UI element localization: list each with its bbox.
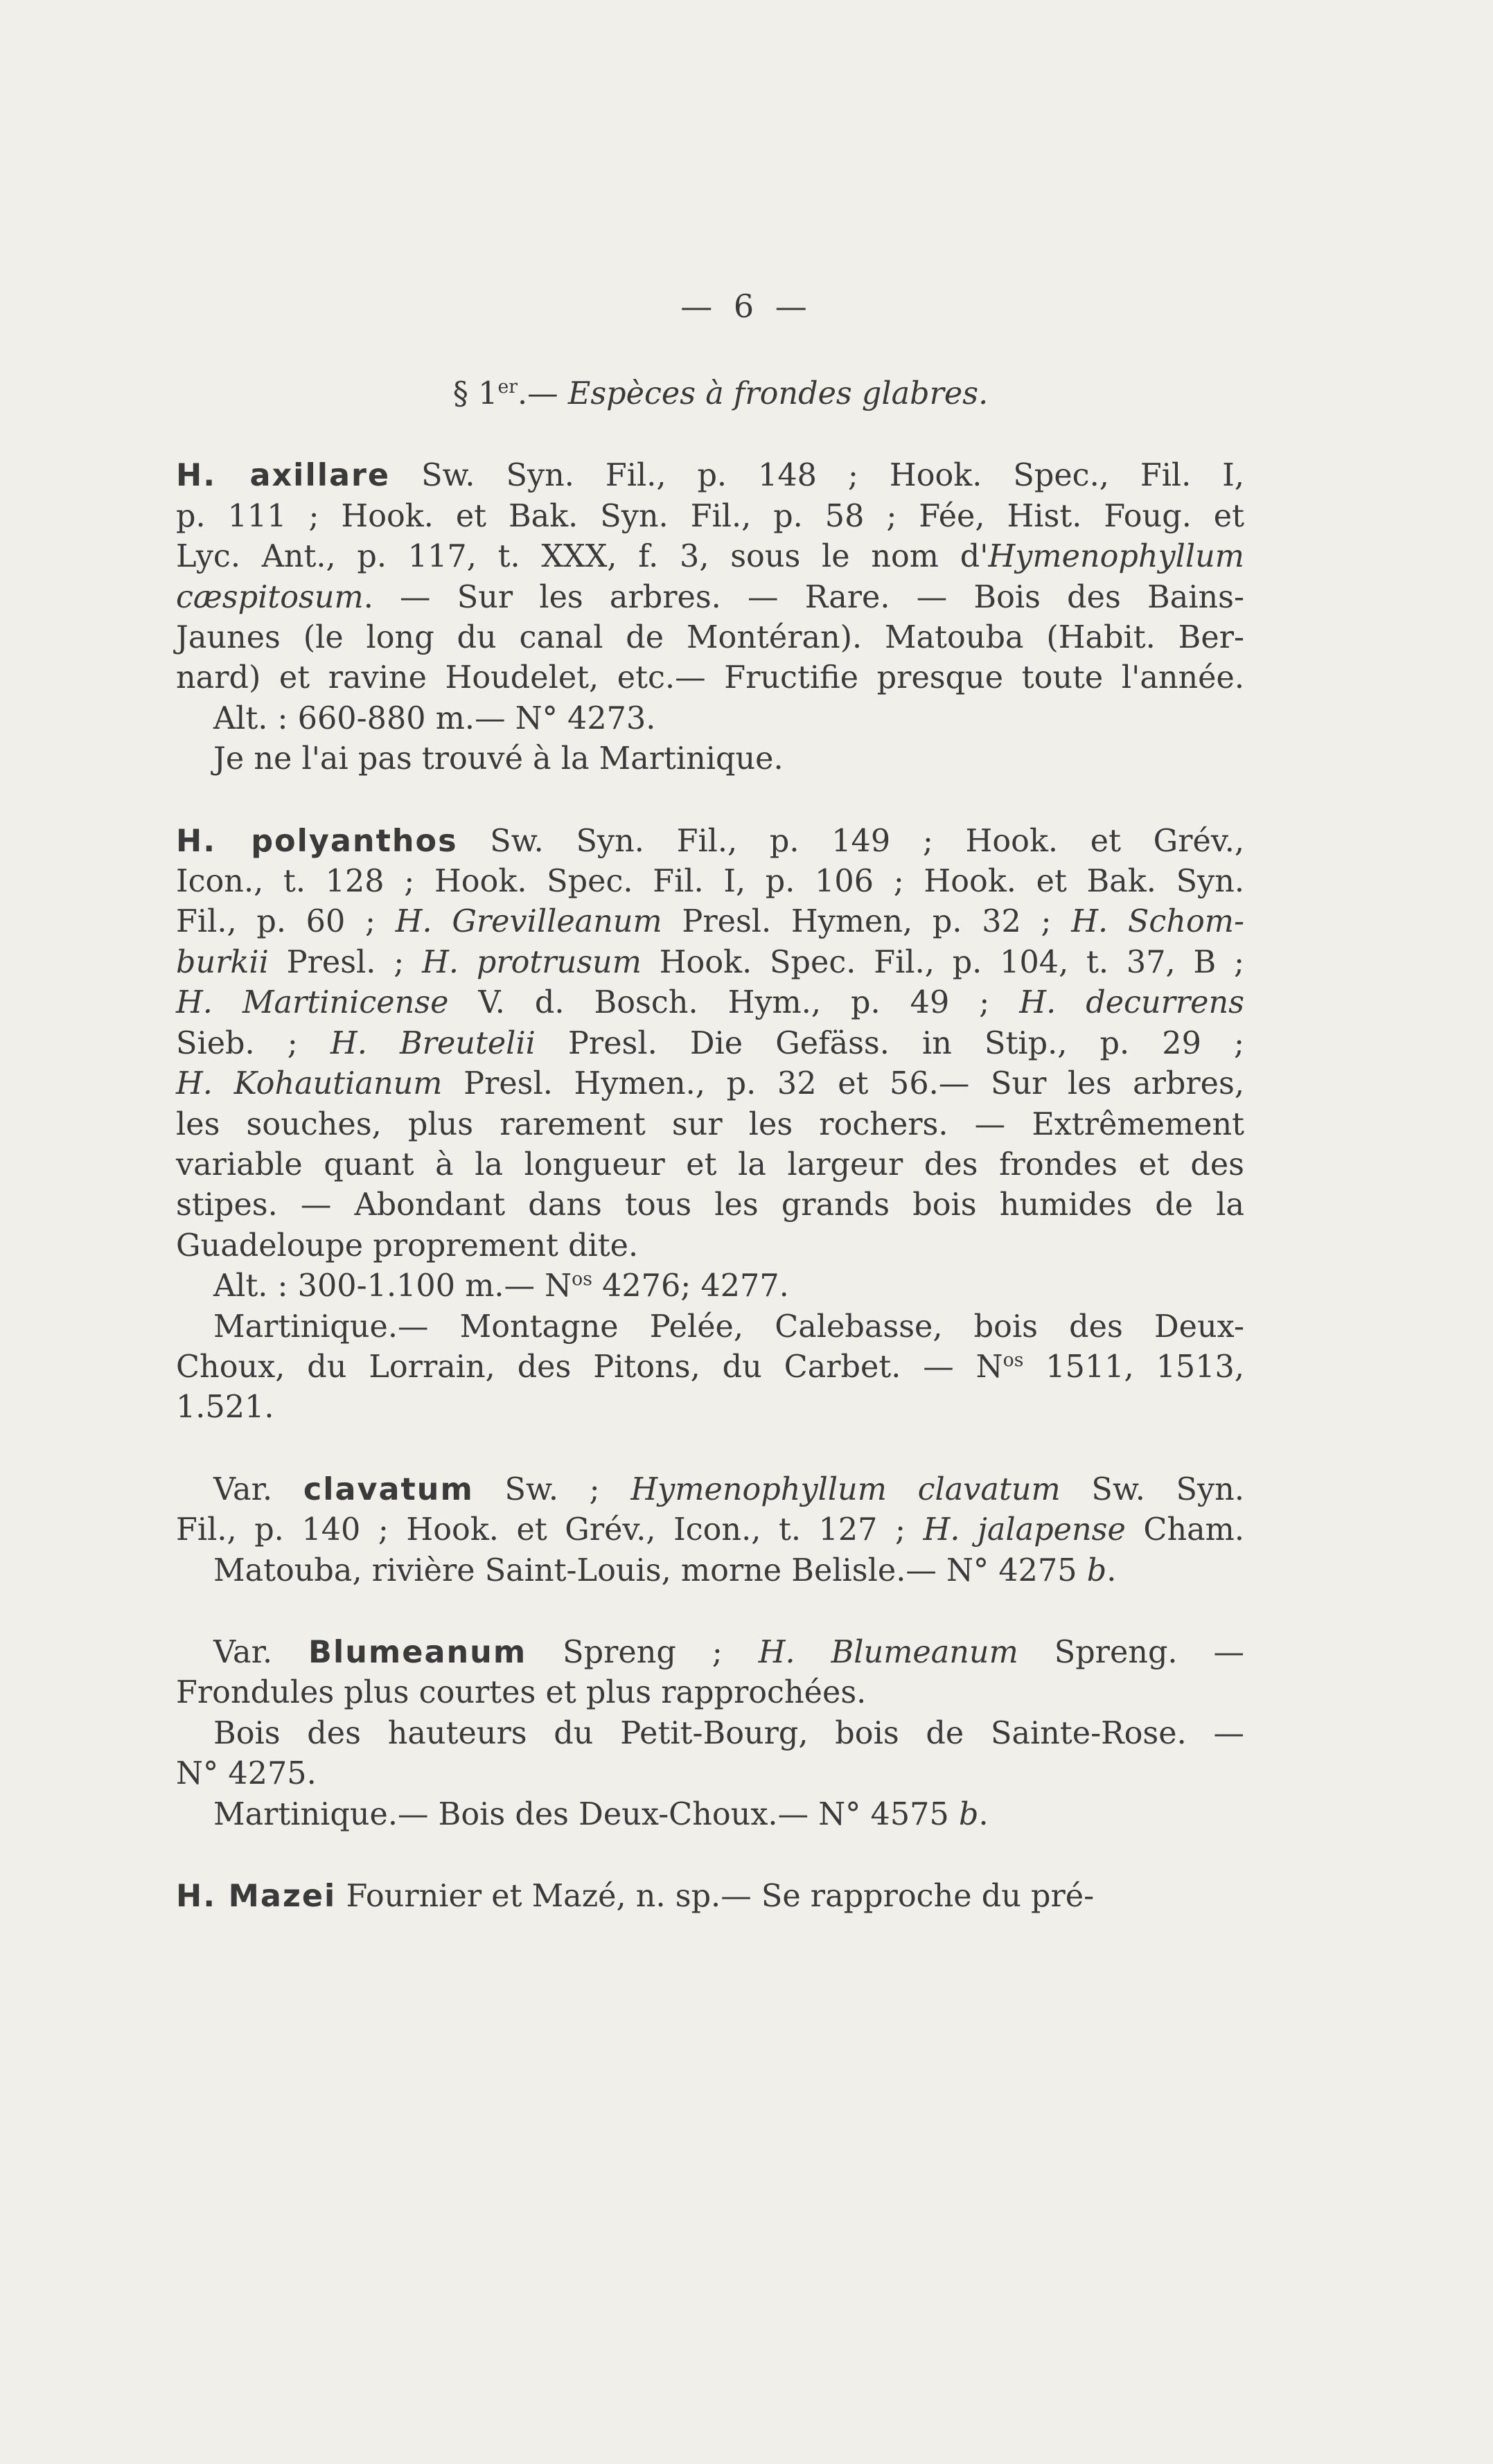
text-run: Fil., p. 140 ; Hook. et Grév., Icon., t. 127 ; <box>176 1512 924 1548</box>
text-line <box>176 1673 1244 1713</box>
text-run: Cham. <box>1125 1512 1245 1548</box>
text-run: Icon., t. 128 ; Hook. Spec. Fil. I, p. 106 ; Hook. et Bak. Syn. <box>176 864 1244 900</box>
italic-text: b <box>1086 1552 1107 1588</box>
text-line <box>176 1714 1244 1754</box>
text-run: . <box>978 1796 989 1832</box>
text-line <box>176 497 1244 537</box>
text-run: Alt. : 660-880 m.— N° 4273. <box>213 700 656 736</box>
text-run: Bois des hauteurs du Petit-Bourg, bois de Sainte-Rose. — <box>213 1715 1244 1751</box>
italic-text: Hymenophyllum <box>988 539 1244 575</box>
text-line <box>176 1226 1244 1266</box>
text-run: Presl. Hymen., p. 32 et 56.— Sur les arbres, <box>442 1066 1244 1102</box>
text-run: variable quant à la longueur et la largeur des frondes et des <box>176 1146 1244 1182</box>
text-run: Hook. Spec. Fil., p. 104, t. 37, B ; <box>641 944 1244 980</box>
text-run: . <box>1106 1552 1117 1588</box>
text-line <box>176 618 1244 658</box>
text-run: . — Sur les arbres. — Rare. — Bois des Bains- <box>363 579 1244 615</box>
page-number: — 6 — <box>680 287 813 325</box>
text-line <box>176 699 1244 739</box>
text-run: Sw. Syn. <box>1060 1471 1244 1507</box>
section-heading <box>176 374 1244 414</box>
text-run: Je ne l'ai pas trouvé à la Martinique. <box>213 741 784 777</box>
italic-text: H. Grevilleanum <box>395 904 662 940</box>
text-line <box>176 1185 1244 1225</box>
text-run: Spreng ; <box>527 1634 759 1670</box>
text-run: Martinique.— Montagne Pelée, Calebasse, bois des Deux- <box>213 1309 1244 1345</box>
species-name: H. axillare <box>176 458 391 494</box>
text-line <box>176 983 1244 1023</box>
text-line <box>176 1388 1244 1428</box>
text-run: Spreng. — <box>1018 1634 1244 1670</box>
species-name: Blumeanum <box>308 1634 527 1670</box>
italic-text: H. protrusum <box>422 944 642 980</box>
text-line <box>176 1877 1244 1917</box>
text-line <box>176 1266 1244 1306</box>
text-run: Fil., p. 60 ; <box>176 904 396 940</box>
text-line <box>176 1307 1244 1347</box>
text-run: Sw. ; <box>473 1471 631 1507</box>
text-run: stipes. — Abondant dans tous les grands bois humides de la <box>176 1187 1244 1223</box>
text-line <box>176 822 1244 862</box>
italic-text: H. Blumeanum <box>758 1634 1018 1670</box>
section-number: § 1 <box>452 376 498 411</box>
text-run: Martinique.— Bois des Deux-Choux.— N° 4575 <box>213 1796 959 1832</box>
text-run: nard) et ravine Houdelet, etc.— Fructifie presque toute l'année. <box>176 660 1244 696</box>
text-run: Choux, du Lorrain, des Pitons, du Carbet. — N <box>176 1349 1003 1385</box>
italic-text: H. Martinicense <box>176 985 449 1021</box>
text-line <box>176 578 1244 618</box>
text-run: les souches, plus rarement sur les rochers. — Extrêmement <box>176 1106 1244 1142</box>
text-line <box>176 1105 1244 1145</box>
text-run: Fournier et Mazé, n. sp.— Se rapproche du pré- <box>336 1879 1095 1914</box>
text-line <box>176 1510 1244 1550</box>
italic-text: H. jalapense <box>923 1512 1126 1548</box>
text-line <box>176 1064 1244 1104</box>
text-line <box>176 1470 1244 1510</box>
text-line <box>176 1024 1244 1064</box>
text-line <box>176 1754 1244 1794</box>
text-line <box>176 1145 1244 1185</box>
text-run: V. d. Bosch. Hym., p. 49 ; <box>448 985 1020 1021</box>
text-line <box>176 739 1244 779</box>
italic-text: Hymenophyllum clavatum <box>630 1471 1061 1507</box>
text-run: N° 4275. <box>176 1756 317 1792</box>
text-line <box>176 943 1244 983</box>
text-line <box>176 658 1244 698</box>
species-entry-axillare <box>176 456 1244 779</box>
superscript-text: os <box>572 1268 592 1291</box>
species-name: H. Mazei <box>176 1879 337 1914</box>
text-run: 1511, 1513, <box>1023 1349 1244 1385</box>
italic-text: H. Kohautianum <box>176 1066 443 1102</box>
text-run: p. 111 ; Hook. et Bak. Syn. Fil., p. 58 ; Fée, Hist. Foug. et <box>176 498 1244 534</box>
section-title: Espèces à frondes glabres. <box>567 376 989 411</box>
superscript-text: os <box>1002 1349 1024 1372</box>
text-line <box>176 1795 1244 1835</box>
text-run: Matouba, rivière Saint-Louis, morne Belisle.— N° 4275 <box>213 1552 1087 1588</box>
text-run: Var. <box>213 1471 303 1507</box>
species-name: H. polyanthos <box>176 823 458 859</box>
text-run: Lyc. Ant., p. 117, t. XXX, f. 3, sous le nom d' <box>176 539 989 575</box>
text-run: Jaunes (le long du canal de Montéran). Matouba (Habit. Ber- <box>176 620 1244 656</box>
species-entry-polyanthos <box>176 822 1244 1428</box>
text-run: Frondules plus courtes et plus rapprochées. <box>176 1675 867 1711</box>
text-line <box>176 537 1244 577</box>
species-entry-blumeanum <box>176 1633 1244 1835</box>
text-run: Presl. ; <box>268 944 423 980</box>
section-superscript: er <box>497 376 518 398</box>
species-entry-mazei <box>176 1877 1244 1917</box>
italic-text: H. Breutelii <box>330 1025 536 1061</box>
section-dash: .— <box>518 376 558 411</box>
italic-text: cæspitosum <box>176 579 364 615</box>
text-line <box>176 1551 1244 1591</box>
text-run: Sw. Syn. Fil., p. 149 ; Hook. et Grév., <box>457 823 1244 859</box>
italic-text: H. decurrens <box>1019 985 1244 1021</box>
text-run: Sieb. ; <box>176 1025 330 1061</box>
species-name: clavatum <box>303 1471 474 1507</box>
text-run: Presl. Hymen, p. 32 ; <box>662 904 1072 940</box>
text-run: Alt. : 300-1.100 m.— N <box>213 1268 572 1304</box>
italic-text: b <box>958 1796 979 1832</box>
text-line <box>176 1347 1244 1388</box>
text-line <box>176 862 1244 902</box>
italic-text: burkii <box>176 944 269 980</box>
text-line <box>176 902 1244 942</box>
text-run: Var. <box>213 1634 309 1670</box>
text-line <box>176 1633 1244 1673</box>
text-column <box>176 374 1244 1958</box>
species-entries <box>176 456 1244 1917</box>
text-run: 4276; 4277. <box>592 1268 789 1304</box>
text-line <box>176 456 1244 496</box>
text-run: 1.521. <box>176 1390 274 1426</box>
text-run: Sw. Syn. Fil., p. 148 ; Hook. Spec., Fil. I, <box>390 458 1244 494</box>
text-run: Guadeloupe proprement dite. <box>176 1227 639 1264</box>
text-run: Presl. Die Gefäss. in Stip., p. 29 ; <box>535 1025 1244 1061</box>
italic-text: H. Schom- <box>1071 904 1244 940</box>
species-entry-clavatum <box>176 1470 1244 1591</box>
